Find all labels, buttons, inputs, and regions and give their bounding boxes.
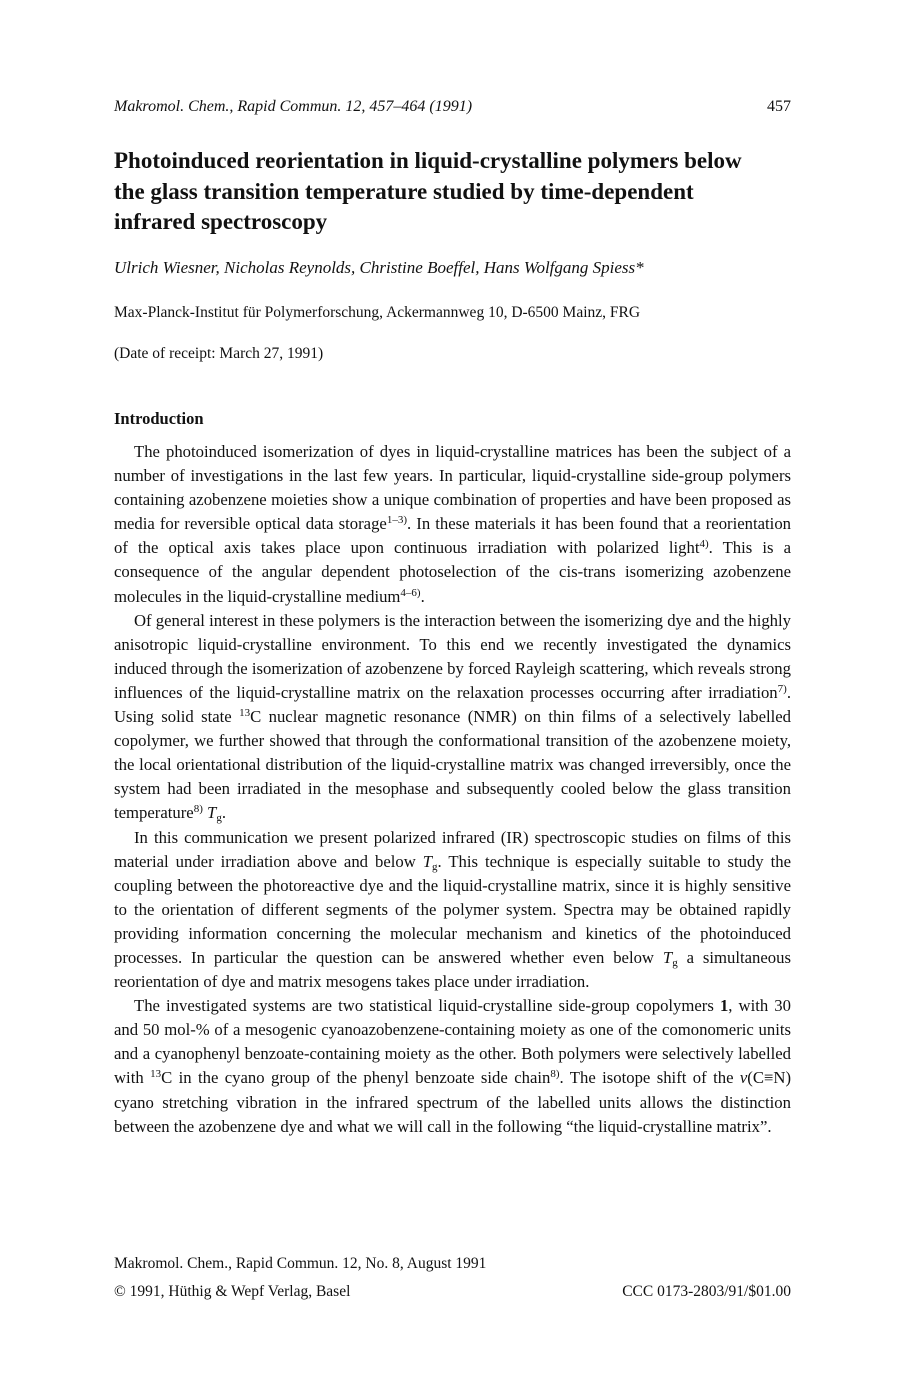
tg-symbol: T [207,803,217,823]
reference-marker: 8) [550,1068,560,1081]
body-text [114,440,791,1139]
isotope-superscript: 13 [150,1068,162,1081]
isotope-superscript: 13 [239,707,251,720]
running-head [114,98,791,116]
page-number: 457 [767,98,791,115]
tg-symbol: T [662,947,673,967]
paragraph-4 [114,994,791,1139]
p1-text-b: . In these materials it has been found that a reorientation of the optical axis takes place upon continuous irradiation with polarized light [114,514,792,558]
footer-line [114,1283,791,1301]
tg-symbol: T [422,851,433,871]
date-of-receipt: (Date of receipt: March 27, 1991) [114,345,324,362]
footer-copyright: © 1991, Hüthig & Wepf Verlag, Basel [114,1283,351,1300]
nu-symbol: ν [739,1068,748,1088]
p3-text-c: a simultaneous reorientation of dye and matrix mesogens takes place under irradiation. [114,947,791,992]
p2-text-d: . [221,803,226,823]
article-title: Photoinduced reorientation in liquid-crystalline polymers below the glass transition temperature studied by time-dependent infrared spectroscopy [114,148,742,234]
p4-text-b: , with 30 and 50 mol-% of a mesogenic cyanoazobenzene-containing moiety as one of the comonomeric units and a cyanophenyl benzoate-containing moiety as the other. Both polymers were selectively labelled with [114,996,791,1088]
affiliation: Max-Planck-Institut für Polymerforschung, Ackermannweg 10, D-6500 Mainz, FRG [114,304,641,321]
p1-text-a: The photoinduced isomerization of dyes in liquid-crystalline matrices has been the subject of a number of investigations in the last few years. In particular, liquid-crystalline side-group polymers containing azobenzene moieties show a unique combination of properties and have been proposed as media for reversible optical data storage [114,442,791,534]
p1-text-c: . This is a consequence of the angular dependent photoselection of the cis-trans isomerizing azobenzene molecules in the liquid-crystalline medium [114,538,791,606]
paragraph-3 [114,826,791,995]
footer-ccc-code: CCC 0173-2803/91/$01.00 [622,1283,791,1300]
p3-text-b: . This technique is especially suitable to study the coupling between the photoreactive dye and the liquid-crystalline matrix, since it is highly sensitive to the orientation of different segments of the polymer system. Spectra may be obtained rapidly providing information concerning the molecular mechanism and kinetics of the photoinduced processes. In particular the question can be answered whether even below [114,851,791,967]
author-list: Ulrich Wiesner, Nicholas Reynolds, Christine Boeffel, Hans Wolfgang Spiess* [114,258,644,277]
reference-marker: 4–6) [400,586,421,599]
paragraph-2 [114,609,791,826]
paragraph-1 [114,440,791,609]
p2-text-a: Of general interest in these polymers is the interaction between the isomerizing dye and the highly anisotropic liquid-crystalline environment. To this end we recently investigated the dynamics induced through the isomerization of azobenzene by forced Rayleigh scattering, which reveals strong influences of the liquid-crystalline matrix on the relaxation processes occurring after irradiation [114,610,791,702]
reference-marker: 8) [193,803,203,816]
p2-text-c: C nuclear magnetic resonance (NMR) on thin films of a selectively labelled copolymer, we further showed that through the conformational transition of the azobenzene moiety, the local orientational distribution of the liquid-crystalline matrix was changed irreversibly, once the system had been irradiated in the mesophase and subsequently cooled below the glass transition temperature [114,707,792,823]
p3-text-a: In this communication we present polarized infrared (IR) spectroscopic studies on films of this material under irradiation above and below [114,827,791,871]
p4-text-e: (C≡N) cyano stretching vibration in the infrared spectrum of the labelled units allows the distinction between the azobenzene dye and what we will call in the following “the liquid-crystalline matrix”. [114,1068,792,1136]
reference-marker: 1–3) [386,514,408,527]
footer-journal-issue: Makromol. Chem., Rapid Commun. 12, No. 8, August 1991 [114,1255,487,1272]
tg-subscript: g [216,812,222,825]
p1-text-d: . [420,586,425,606]
section-heading: Introduction [114,409,204,428]
running-head-citation: Makromol. Chem., Rapid Commun. 12, 457–464 (1991) [114,98,473,115]
p2-text-b: . Using solid state [114,682,791,727]
compound-number: 1 [719,996,729,1016]
p4-text-a: The investigated systems are two statistical liquid-crystalline side-group copolymers [134,996,720,1016]
tg-subscript: g [672,956,678,969]
p4-text-d: . The isotope shift of the [559,1068,740,1088]
p4-text-c: C in the cyano group of the phenyl benzoate side chain [161,1068,551,1088]
tg-subscript: g [432,860,438,873]
reference-marker: 4) [699,538,709,551]
reference-marker: 7) [777,682,787,695]
